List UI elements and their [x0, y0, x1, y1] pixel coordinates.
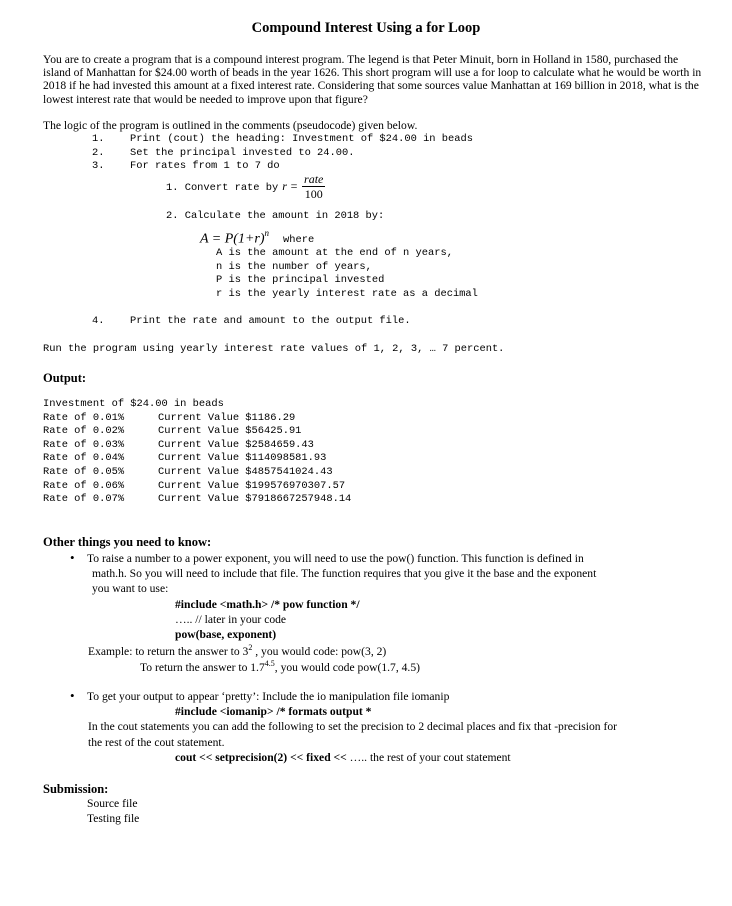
bullet1-line2: math.h. So you will need to include that file. The function requires that you give it the base and the exponent	[92, 567, 597, 580]
definition-r: r is the yearly interest rate as a decimal	[216, 288, 478, 300]
definition-a: A is the amount at the end of n years,	[216, 247, 453, 259]
output-value: Current Value $199576970307.57	[158, 480, 346, 492]
cout-code: cout << setprecision(2) << fixed <<	[175, 751, 350, 764]
example-prefix: Example: to return the answer to 3	[88, 644, 249, 658]
formula-exponent: n	[264, 228, 270, 238]
return-prefix: To return the answer to 1.7	[140, 660, 265, 674]
bullet-dot: •	[70, 550, 75, 565]
step-1-number: 1.	[92, 133, 105, 145]
output-value: Current Value $56425.91	[158, 425, 302, 437]
formula-lhs: A = P(1+r)	[200, 231, 265, 247]
bullet-dot: •	[70, 688, 75, 703]
submission-heading: Submission:	[43, 782, 109, 796]
output-value: Current Value $114098581.93	[158, 452, 327, 464]
math-include-line: #include <math.h> /* pow function */	[175, 598, 360, 611]
substep-2-text: 2. Calculate the amount in 2018 by:	[166, 210, 385, 222]
submission-item: Testing file	[87, 812, 140, 825]
later-code-line: ….. // later in your code	[175, 613, 287, 626]
output-value: Current Value $2584659.43	[158, 439, 314, 451]
example-superscript: 2	[248, 643, 253, 652]
output-heading: Output:	[43, 371, 87, 385]
substep-1-text: 1. Convert rate by	[166, 182, 279, 195]
output-value: Current Value $1186.29	[158, 412, 296, 424]
cout-rest: ….. the rest of your cout statement	[349, 751, 511, 764]
bullet2-line3: the rest of the cout statement.	[88, 736, 225, 749]
step-4-text: Print the rate and amount to the output file.	[130, 315, 411, 327]
submission-item: Source file	[87, 797, 138, 810]
bullet2-line1: To get your output to appear ‘pretty’: Include the io manipulation file iomanip	[87, 690, 450, 703]
return-line	[140, 659, 420, 674]
output-header-line: Investment of $24.00 in beads	[43, 398, 224, 410]
logic-intro: The logic of the program is outlined in the comments (pseudocode) given below.	[43, 119, 418, 132]
step-2-text: Set the principal invested to 24.00.	[130, 147, 355, 159]
output-rate: Rate of 0.02%	[43, 425, 125, 437]
step-3-text: For rates from 1 to 7 do	[130, 160, 280, 172]
substep-1	[166, 172, 325, 201]
step-3-number: 3.	[92, 160, 105, 172]
bullet1-line3: you want to use:	[92, 582, 169, 595]
intro-paragraph: You are to create a program that is a compound interest program. The legend is that Peter Minuit, born in Holland in 1580, purchased the island of Manhattan for $24.00 worth of beads in the year 1626. This short program will use a for loop to calculate what he would be worth in 2018 if he had invested this amount at a fixed interest rate. Considering that some sources value Manhattan at 169 billion in 2018, what is the lowest interest rate that would be needed to improve upon that figure?	[43, 53, 702, 106]
run-instructions: Run the program using yearly interest rate values of 1, 2, 3, … 7 percent.	[43, 343, 505, 355]
output-rate: Rate of 0.01%	[43, 412, 125, 424]
page-title: Compound Interest Using a for Loop	[251, 20, 481, 36]
rate-variable: r =	[282, 179, 299, 194]
output-value: Current Value $7918667257948.14	[158, 493, 352, 505]
pow-call-line: pow(base, exponent)	[175, 628, 277, 641]
output-rate: Rate of 0.04%	[43, 452, 125, 464]
return-superscript: 4.5	[264, 659, 275, 668]
other-things-heading: Other things you need to know:	[43, 535, 212, 549]
cout-example-line	[175, 751, 511, 764]
fraction-denominator: 100	[304, 187, 323, 201]
step-2-number: 2.	[92, 147, 105, 159]
fraction-numerator: rate	[304, 172, 324, 186]
rate-fraction	[302, 172, 325, 201]
output-rate: Rate of 0.07%	[43, 493, 125, 505]
definition-n: n is the number of years,	[216, 261, 372, 273]
output-rate: Rate of 0.03%	[43, 439, 125, 451]
formula-where: where	[283, 234, 315, 247]
definition-p: P is the principal invested	[216, 274, 385, 286]
bullet1-line1: To raise a number to a power exponent, you will need to use the pow() function. This function is defined in	[87, 552, 584, 565]
output-value: Current Value $4857541024.43	[158, 466, 333, 478]
output-rate: Rate of 0.06%	[43, 480, 125, 492]
compound-formula	[200, 228, 314, 247]
iomanip-include-line: #include <iomanip> /* formats output *	[175, 705, 372, 718]
return-suffix: , you would code pow(1.7, 4.5)	[274, 660, 420, 674]
example-suffix: , you would code: pow(3, 2)	[252, 644, 387, 658]
output-rate: Rate of 0.05%	[43, 466, 125, 478]
step-1-text: Print (cout) the heading: Investment of $24.00 in beads	[130, 133, 473, 145]
example-line	[88, 643, 386, 658]
step-4-number: 4.	[92, 315, 105, 327]
bullet2-line2: In the cout statements you can add the following to set the precision to 2 decimal places and fix that -precision for	[88, 720, 617, 733]
